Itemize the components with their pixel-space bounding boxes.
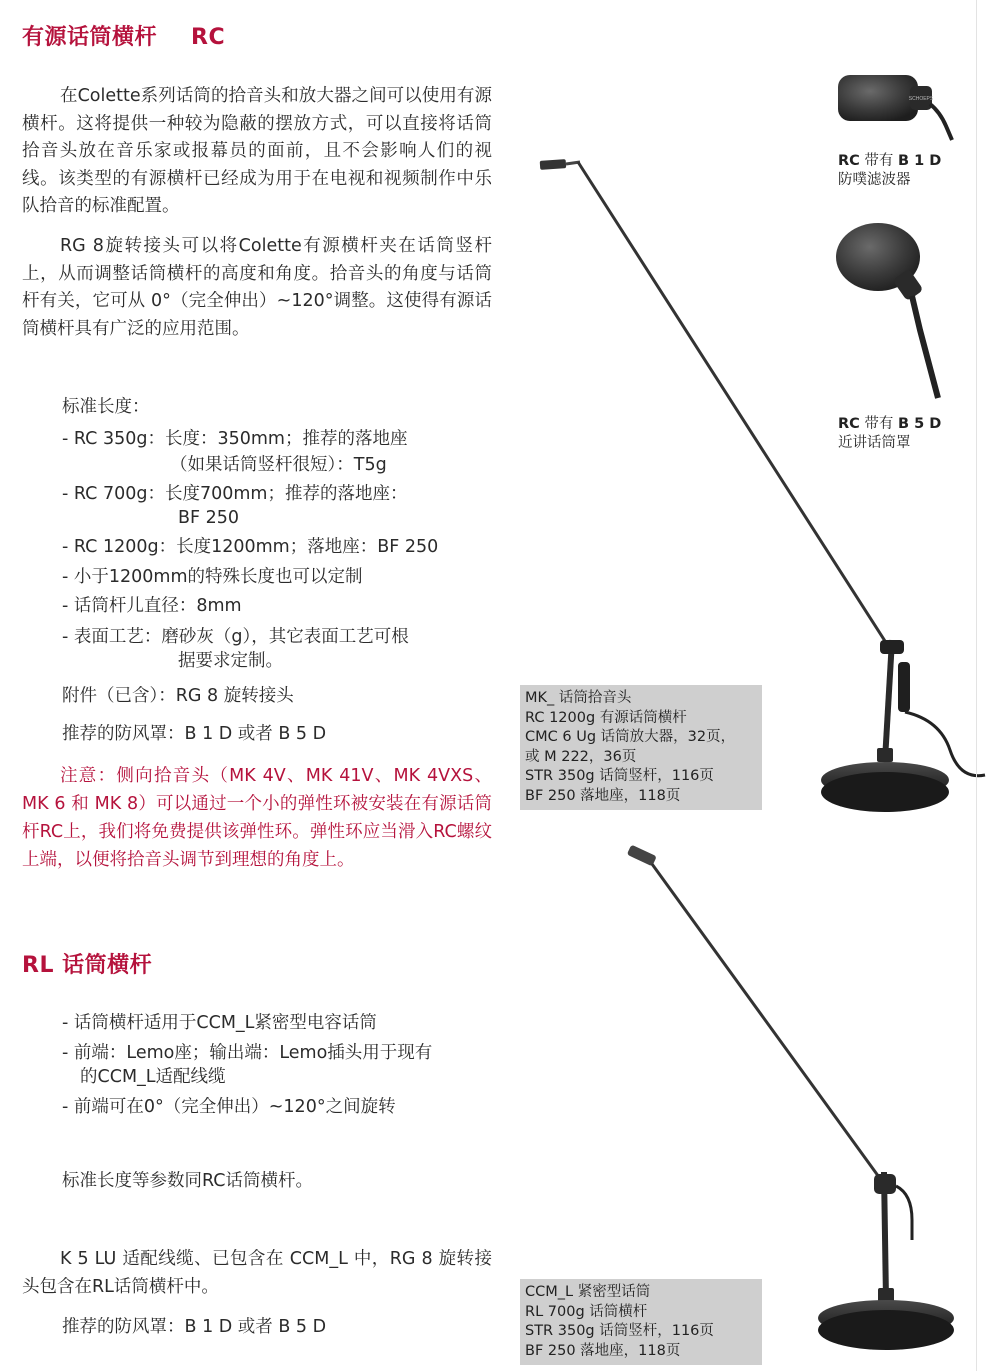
- rc-windscreen-line: 推荐的防风罩：B 1 D 或者 B 5 D: [62, 724, 327, 744]
- rl-boom-stand-image: [627, 845, 954, 1350]
- caption-line: STR 350g 话筒竖杆，116页: [525, 1323, 714, 1339]
- rl-spec-item: - 前端：Lemo座；输出端：Lemo插头用于现有: [62, 1043, 433, 1063]
- rc-accessory-line: 附件（已含）：RG 8 旋转接头: [62, 686, 294, 706]
- b5d-windscreen-image: [836, 223, 938, 398]
- b1d-windscreen-image: [838, 75, 952, 140]
- b1d-caption-code: RC: [838, 153, 860, 169]
- b5d-caption-mid: 带有: [864, 416, 894, 432]
- brand-mark: SCHOEPS: [908, 96, 934, 102]
- rc-spec-item-cont: （如果话筒竖杆很短）：T5g: [170, 455, 387, 475]
- b5d-caption-code: RC: [838, 416, 860, 432]
- b1d-caption-desc: 防噗滤波器: [838, 172, 911, 188]
- caption-line: 或 M 222，36页: [525, 748, 637, 765]
- b5d-caption-desc: 近讲话筒罩: [838, 435, 911, 451]
- b1d-caption-model: B 1 D: [898, 153, 942, 169]
- rl-spec-item-cont: 的CCM_L适配线缆: [80, 1067, 226, 1087]
- rl-standard-note: 标准长度等参数同RC话筒横杆。: [62, 1171, 314, 1191]
- rc-note-paragraph: 注意：侧向拾音头（MK 4V、MK 41V、MK 4VXS、MK 6 和 MK 8）可以通过一个小的弹性环被安装在有源话筒杆RC上，我们将免费提供该弹性环。弹性环应当滑入RC螺纹上端，以便将拾音头调节到理想的角度上。: [22, 766, 492, 870]
- caption-line: RC 1200g 有源话筒横杆: [525, 709, 687, 726]
- rc-title-code: RC: [191, 25, 226, 50]
- rl-k5-paragraph: K 5 LU 适配线缆、已包含在 CCM_L 中，RG 8 旋转接头包含在RL话筒横杆中。: [22, 1249, 492, 1297]
- rc-rg8-paragraph: RG 8旋转接头可以将Colette有源横杆夹在话筒竖杆上，从而调整话筒横杆的高度和角度。拾音头的角度与话筒杆有关，它可从 0°（完全伸出）~120°调整。这使得有源话筒横杆具有广泛的应用范围。: [22, 236, 492, 339]
- rl-spec-item: - 前端可在0°（完全伸出）~120°之间旋转: [62, 1097, 396, 1117]
- rc-spec-item-cont: BF 250: [178, 508, 240, 528]
- rc-intro-paragraph: 在Colette系列话筒的拾音头和放大器之间可以使用有源横杆。这将提供一种较为隐蔽的摆放方式，可以直接将话筒拾音头放在音乐家或报幕员的面前，且不会影响人们的视线。该类型的有源横杆已经成为用于在电视和视频制作中乐队拾音的标准配置。: [22, 86, 492, 216]
- caption-line: CCM_L 紧密型话筒: [525, 1284, 651, 1300]
- caption-line: BF 250 落地座，118页: [525, 787, 681, 804]
- rc-spec-item: - RC 350g：长度：350mm；推荐的落地座: [62, 429, 408, 449]
- rc-spec-item: - RC 700g：长度700mm；推荐的落地座：: [62, 484, 408, 504]
- caption-line: BF 250 落地座，118页: [525, 1342, 681, 1359]
- rc-spec-item-cont: 据要求定制。: [178, 651, 283, 671]
- rc-spec-item: - 表面工艺：磨砂灰（g），其它表面工艺可根: [62, 627, 409, 647]
- caption-line: STR 350g 话筒竖杆，116页: [525, 768, 714, 784]
- rc-standard-length-label: 标准长度：: [62, 397, 150, 417]
- rc-spec-item: - RC 1200g：长度1200mm；落地座：BF 250: [62, 537, 439, 557]
- rl-windscreen-line: 推荐的防风罩：B 1 D 或者 B 5 D: [62, 1317, 327, 1337]
- page-edge-line: [976, 0, 977, 1371]
- caption-line: CMC 6 Ug 话筒放大器，32页，: [525, 729, 736, 745]
- rl-spec-item: - 话筒横杆适用于CCM_L紧密型电容话筒: [62, 1013, 377, 1033]
- rc-title-text: 有源话筒横杆: [22, 25, 158, 50]
- rc-spec-item: - 话筒杆儿直径：8mm: [62, 596, 242, 616]
- rl-section-title: RL 话筒横杆: [22, 953, 153, 978]
- caption-line: MK_ 话筒拾音头: [525, 690, 632, 706]
- b1d-caption-mid: 带有: [864, 153, 894, 169]
- caption-line: RL 700g 话筒横杆: [525, 1303, 648, 1320]
- b5d-caption-model: B 5 D: [898, 416, 942, 432]
- rc-spec-item: - 小于1200mm的特殊长度也可以定制: [62, 567, 363, 587]
